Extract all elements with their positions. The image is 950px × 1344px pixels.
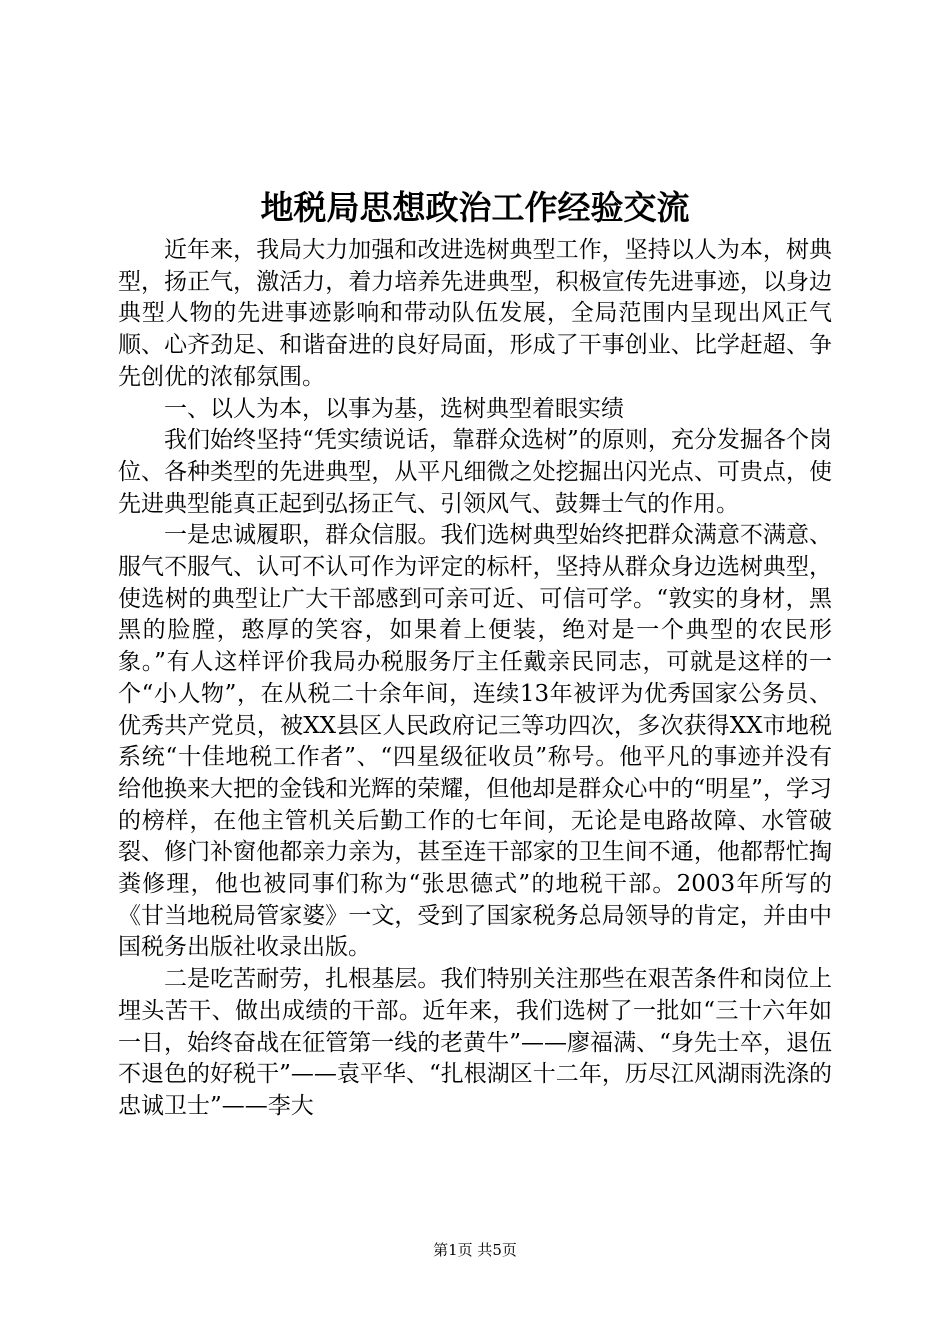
paragraph-point-2: 二是吃苦耐劳，扎根基层。我们特别关注那些在艰苦条件和岗位上埋头苦干、做出成绩的干部。近年来，我们选树了一批如“三十六年如一日，始终奋战在征管第一线的老黄牛”——廖福满、“身先士卒，退伍不退色的好税干”——袁平华、“扎根湖区十二年，历尽江风湖雨洗涤的忠诚卫士”——李大 [118,966,832,1119]
paragraph-intro: 近年来，我局大力加强和改进选树典型工作，坚持以人为本，树典型，扬正气，激活力，着力培养先进典型，积极宣传先进事迹，以身边典型人物的先进事迹影响和带动队伍发展，全局范围内呈现出风正气顺、心齐劲足、和谐奋进的良好局面，形成了干事创业、比学赶超、争先创优的浓郁氛围。 [118,237,832,390]
page-footer: 第1页 共5页 [433,1241,517,1259]
section-heading-1: 一、以人为本，以事为基，选树典型着眼实绩 [164,395,624,422]
document-body [118,235,832,1123]
paragraph-point-1: 一是忠诚履职，群众信服。我们选树典型始终把群众满意不满意、服气不服气、认可不认可作为评定的标杆，坚持从群众身边选树典型，使选树的典型让广大干部感到可亲可近、可信可学。“敦实的身材，黑黑的脸膛，憨厚的笑容，如果着上便装，绝对是一个典型的农民形象。”有人这样评价我局办税服务厅主任戴亲民同志，可就是这样的一个“小人物”，在从税二十余年间，连续13年被评为优秀国家公务员、优秀共产党员，被XX县区人民政府记三等功四次，多次获得XX市地税系统“十佳地税工作者”、“四星级征收员”称号。他平凡的事迹并没有给他换来大把的金钱和光辉的荣耀，但他却是群众心中的“明星”，学习的榜样，在他主管机关后勤工作的七年间，无论是电路故障、水管破裂、修门补窗他都亲力亲为，甚至连干部家的卫生间不通，他都帮忙掏粪修理，他也被同事们称为“张思德式”的地税干部。2003年所写的《甘当地税局管家婆》一文，受到了国家税务总局领导的肯定，并由中国税务出版社收录出版。 [118,522,832,961]
paragraph-principle: 我们始终坚持“凭实绩说话，靠群众选树”的原则，充分发掘各个岗位、各种类型的先进典型，从平凡细微之处挖掘出闪光点、可贵点，使先进典型能真正起到弘扬正气、引领风气、鼓舞士气的作用。 [118,427,832,517]
document-title: 地税局思想政治工作经验交流 [260,188,690,227]
